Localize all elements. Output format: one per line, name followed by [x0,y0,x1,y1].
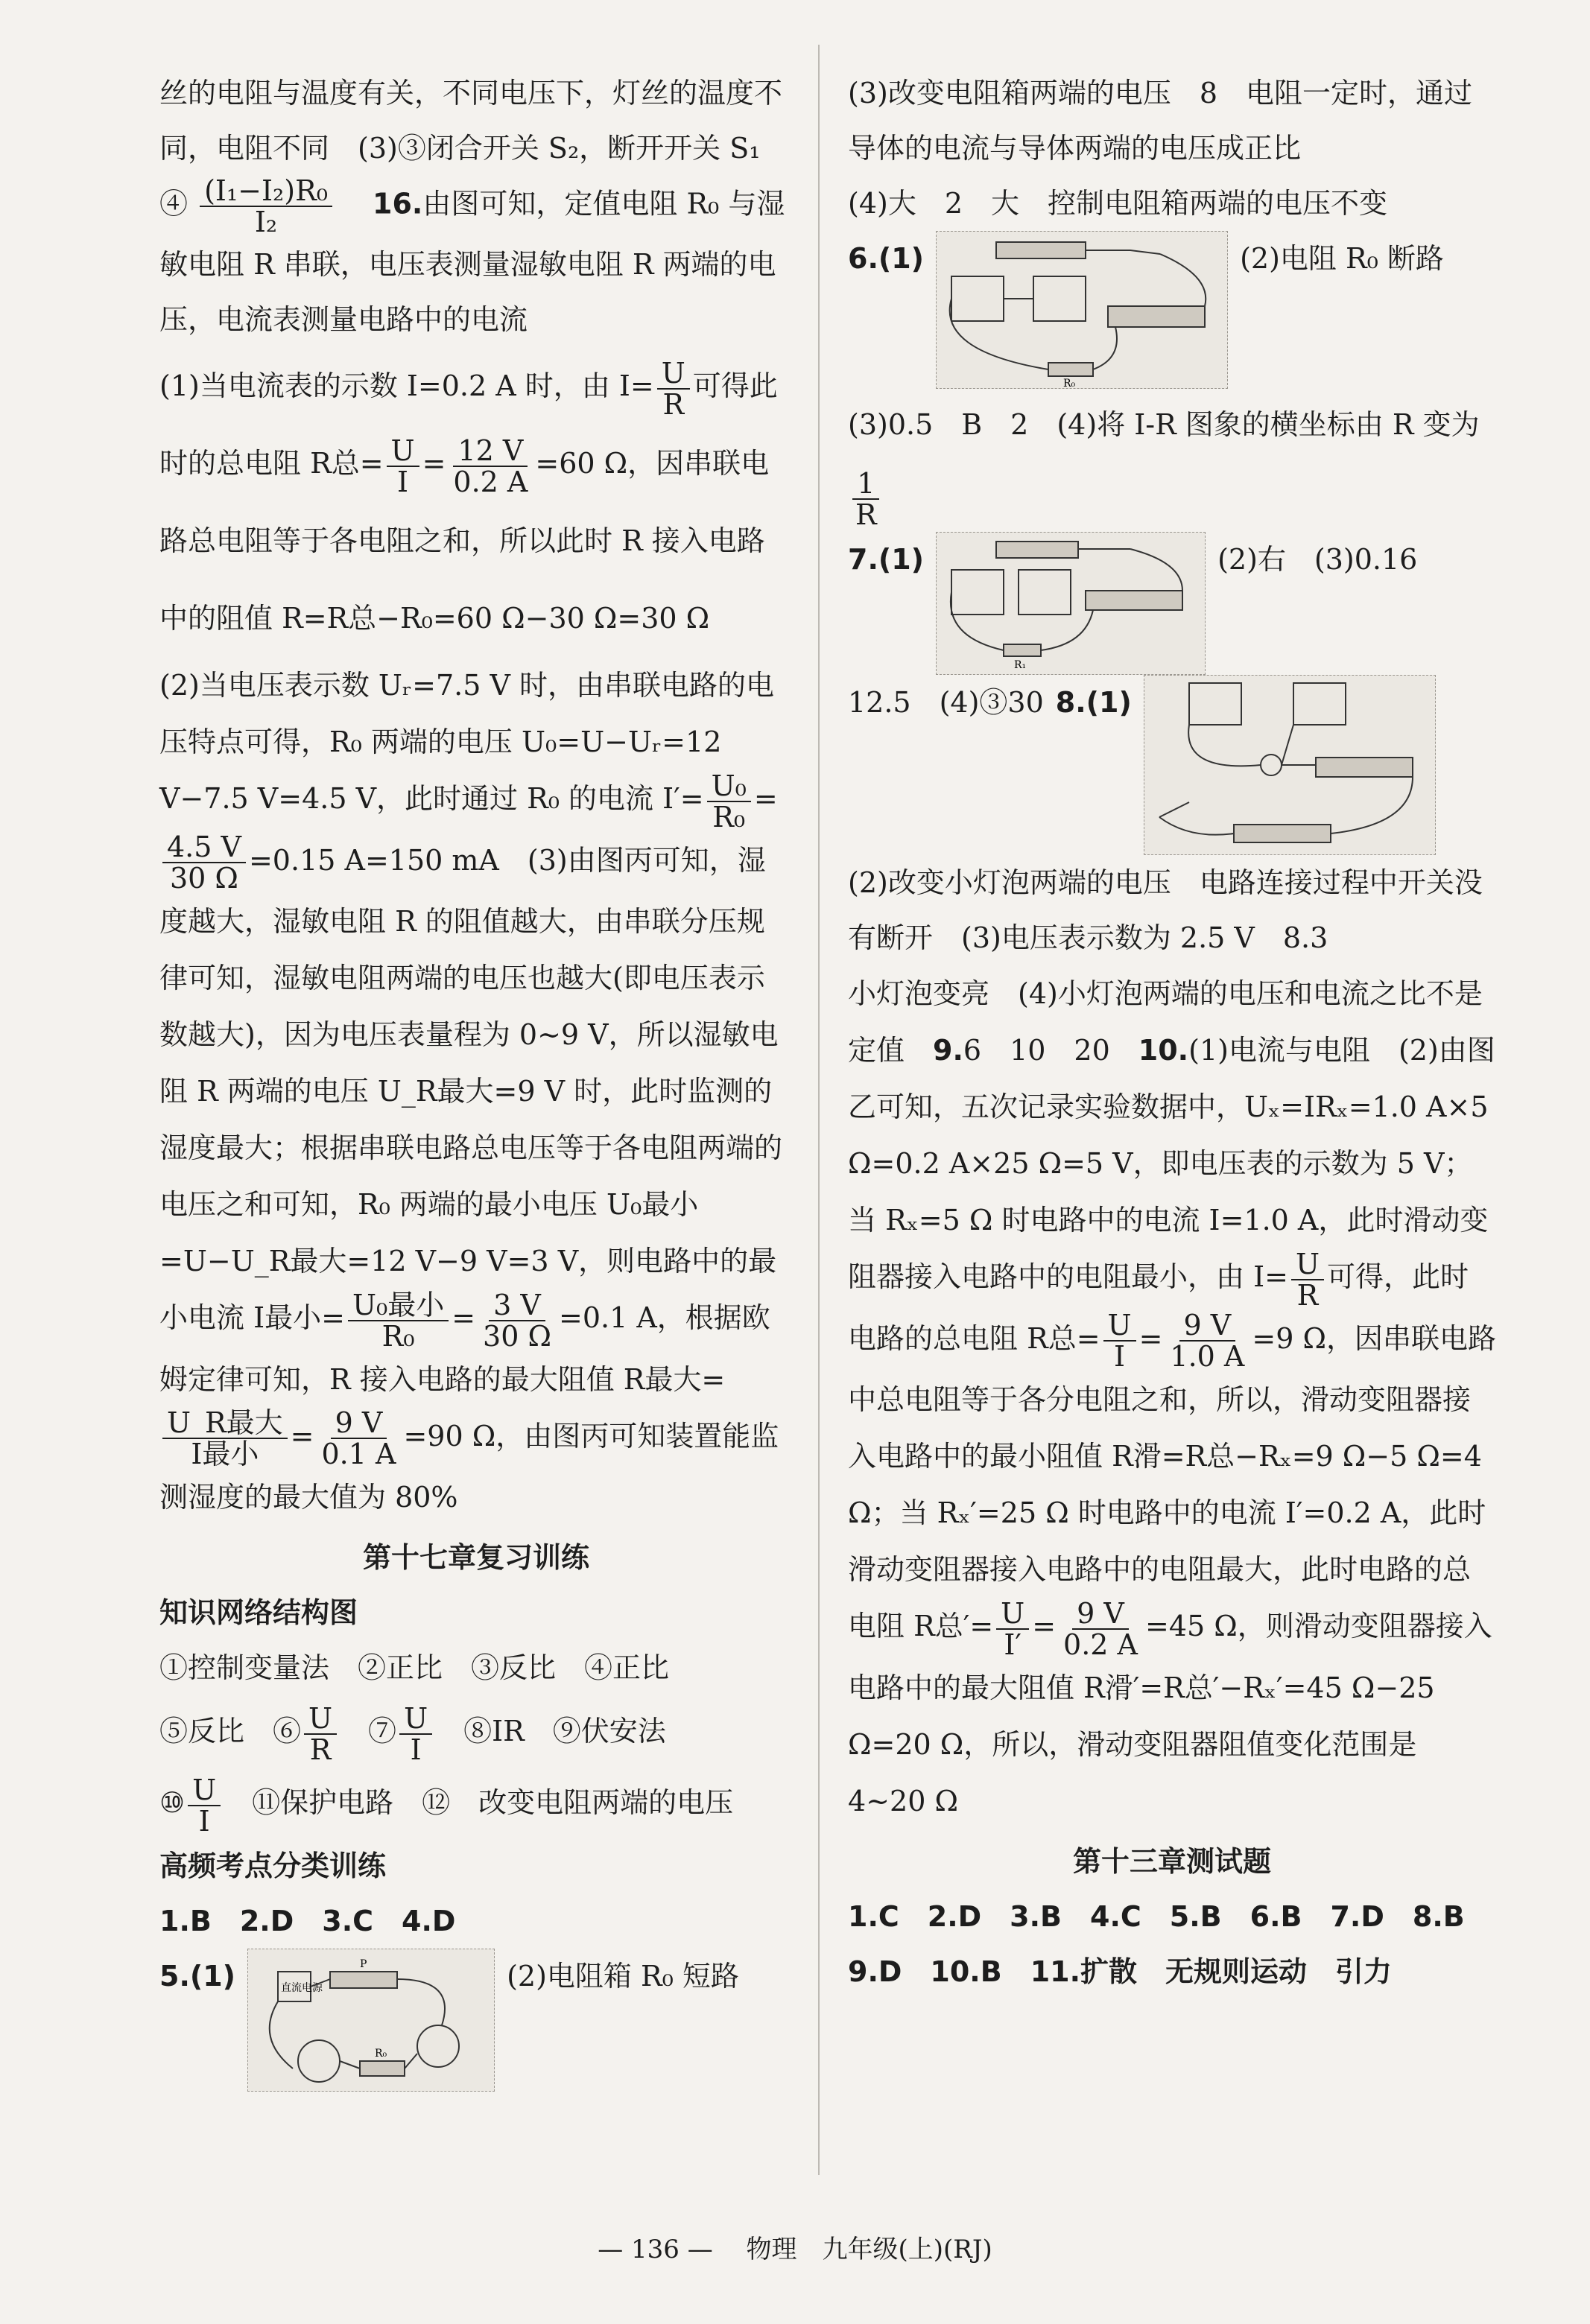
fraction: $\frac{1}{R}$ [851,469,881,530]
fraction: $\frac{4.5 V}{30 \Omega}$ [162,832,246,893]
fraction: $\frac{U}{R}$ [1291,1249,1324,1310]
answer-paragraph: (4)大 2 大 控制电阻箱两端的电压不变 [848,187,1388,220]
fraction: $\frac{9 V}{0.2 A}$ [1063,1596,1138,1661]
knowledge-line: ⑤反比 ⑥ $\frac{U}{R}$ ⑦ $\frac{U}{I}$ ⑧IR ⑨伏安法 [159,1701,666,1766]
answer-text: 12.5 (4)③30 [848,686,1044,719]
slider-label: P [360,1958,367,1970]
question-row [848,532,1496,675]
fraction: $\frac{9 V}{0.1 A}$ [321,1406,396,1470]
fraction: $\frac{12 V}{0.2 A}$ [453,434,528,498]
circuit-diagram-figure [247,1949,495,2092]
right-column [848,66,1496,1999]
chapter-test-title: 第十三章测试题 [1072,1844,1271,1878]
question-number: 5.(1) [159,1960,236,1993]
answer-paragraph: 丝的电阻与温度有关，不同电压下，灯丝的温度不同，电阻不同 (3)③闭合开关 S₂，断开开关 S₁ ④ $\frac{\text{(I₁−I₂)R₀}}{\text{I₂}}$ 16.由图可知，定值电阻 R₀ 与湿敏电阻 R 串联，电压表测量湿敏电阻 R 两端的电压，电流表测量电路中的电流 [159,77,789,336]
answer-text: (2)电阻 R₀ 断路 [1240,242,1444,275]
question-number: 9. [933,1034,963,1067]
left-column [159,66,793,2092]
resistor-label: R₀ [1063,378,1076,388]
fraction: $\frac{\text{(I₁−I₂)R₀}}{\text{I₂}}$ [200,176,332,237]
question-number: 10. [1138,1034,1189,1067]
answer-paragraph: (1)当电流表的示数 I=0.2 A 时，由 I= $\frac{U}{R}$ 可得此时的总电阻 R总= $\frac{U}{I}$ = $\frac{12 V}{0.2 A}$ =60 Ω，因串联电路总电阻等于各电阻之和，所以此时 R 接入电路中的阻值 R=R总−R₀=60 Ω−30 Ω=30 Ω [159,356,778,635]
power-supply-label: 直流电源 [281,1982,323,1994]
circuit-diagram-figure [1144,675,1436,855]
resistor-label: R₀ [375,2048,387,2060]
column-divider [818,45,820,2175]
question-number: 6.(1) [848,242,925,275]
section-title: 高频考点分类训练 [159,1850,387,1882]
fraction: $\frac{\text{U\_R最大}}{\text{I最小}}$ [162,1408,288,1469]
fraction: $\frac{9 V}{1.0 A}$ [1170,1309,1245,1373]
answer-paragraph: (3)0.5 B 2 (4)将 I-R 图象的横坐标由 R 变为 $\frac{1}{R}$ [848,408,1480,531]
question-number: 16. [373,187,423,220]
answer-paragraph: (2)改变小灯泡两端的电压 电路连接过程中开关没有断开 (3)电压表示数为 2.5 V 8.3 [848,866,1483,954]
answer-text: (2)电阻箱 R₀ 短路 [507,1960,739,1993]
answer-line: 9.D 10.B 11.扩散 无规则运动 引力 [848,1955,1393,1988]
question-row [159,1949,793,2092]
fraction: $\frac{U}{I'}$ [996,1598,1029,1660]
question-number: 7.(1) [848,543,925,576]
answer-paragraph: (2)当电压表示数 Uᵣ=7.5 V 时，由串联电路的电压特点可得，R₀ 两端的电压 U₀=U−Uᵣ=12 V−7.5 V=4.5 V，此时通过 R₀ 的电流 I′= $\frac{\text{U₀}}{\text{R₀}}$ = $\frac{4.5 V}{30 \Omega}$ =0.15 A=150 mA (3)由图丙可知，湿度越大，湿敏电阻 R 的阻值越大，由串联分压规律可知，湿敏电阻两端的电压也越大(即电压表示数越大)，因为电压表量程为 0∼9 V，所以湿敏电阻 R 两端的电压 U_R最大=9 V 时，此时监测的湿度最大；根据串联电路总电压等于各电阻两端的电压之和可知，R₀ 两端的最小电压 U₀最小=U−U_R最大=12 V−9 V=3 V，则电路中的最小电流 I最小= $\frac{\text{U₀最小}}{\text{R₀}}$ = $\frac{3 V}{30 \Omega}$ =0.1 A，根据欧姆定律可知，R 接入电路的最大阻值 R最大= $\frac{\text{U\_R最大}}{\text{I最小}}$ = $\frac{9 V}{0.1 A}$ =90 Ω，由图丙可知装置能监测湿度的最大值为 80% [159,669,783,1514]
book-subject: 物理 九年级(上)(RJ) [746,2235,992,2264]
knowledge-line: ①控制变量法 ②正比 ③反比 ④正比 [159,1651,670,1684]
circuit-diagram [937,232,1227,388]
fraction: $\frac{U}{R}$ [657,358,690,419]
answer-paragraph: (3)改变电阻箱两端的电压 8 电阻一定时，通过导体的电流与导体两端的电压成正比 [848,77,1473,165]
chapter-review-title: 第十七章复习训练 [362,1541,589,1574]
page-number: — 136 — [598,2235,713,2264]
resistor-label: R₁ [1014,659,1027,671]
fraction: $\frac{U}{I}$ [1103,1310,1136,1371]
circuit-diagram-figure [936,532,1206,675]
circuit-diagram [937,533,1205,674]
fraction: $\frac{U}{I}$ [387,436,419,497]
knowledge-line: ⑩ $\frac{U}{I}$ ⑪保护电路 ⑫ 改变电阻两端的电压 [159,1773,734,1838]
circuit-diagram-figure [936,231,1228,389]
answer-line: 1.B 2.D 3.C 4.D [159,1905,456,1937]
answer-text: (2)右 (3)0.16 [1217,543,1418,576]
page-footer [0,2229,1590,2265]
question-row [848,231,1496,389]
answer-line: 1.C 2.D 3.B 4.C 5.B 6.B 7.D 8.B [848,1899,1465,1933]
section-title: 知识网络结构图 [159,1596,358,1629]
fraction: $\frac{\text{U₀最小}}{\text{R₀}}$ [348,1290,449,1351]
fraction: $\frac{U}{R}$ [304,1704,337,1765]
question-row [848,675,1496,855]
circuit-diagram [1144,676,1435,854]
fraction: $\frac{3 V}{30 \Omega}$ [483,1288,551,1353]
circuit-diagram [248,1949,494,2091]
fraction: $\frac{U}{I}$ [399,1704,432,1765]
fraction: $\frac{\text{U₀}}{\text{R₀}}$ [707,771,751,832]
answer-paragraph: 小灯泡变亮 (4)小灯泡两端的电压和电流之比不是定值 9.6 10 20 10.(1)电流与电阻 (2)由图乙可知，五次记录实验数据中，Uₓ=IRₓ=1.0 A×5 Ω=0.2 A×25 Ω=5 V，即电压表的示数为 5 V；当 Rₓ=5 Ω 时电路中的电流 I=1.0 A，此时滑动变阻器接入电路中的电阻最小，由 I= $\frac{U}{R}$ 可得，此时电路的总电阻 R总= $\frac{U}{I}$ = $\frac{9 V}{1.0 A}$ =9 Ω，因串联电路中总电阻等于各分电阻之和，所以，滑动变阻器接入电路中的最小阻值 R滑=R总−Rₓ=9 Ω−5 Ω=4 Ω；当 Rₓ′=25 Ω 时电路中的电流 I′=0.2 A，此时滑动变阻器接入电路中的电阻最大，此时电路的总电阻 R总′= $\frac{U}{I'}$ = $\frac{9 V}{0.2 A}$ =45 Ω，则滑动变阻器接入电路中的最大阻值 R滑′=R总′−Rₓ′=45 Ω−25 Ω=20 Ω，所以，滑动变阻器阻值变化范围是 4∼20 Ω [848,977,1496,1817]
fraction: $\frac{U}{I}$ [188,1775,221,1836]
question-number: 8.(1) [1055,686,1132,719]
